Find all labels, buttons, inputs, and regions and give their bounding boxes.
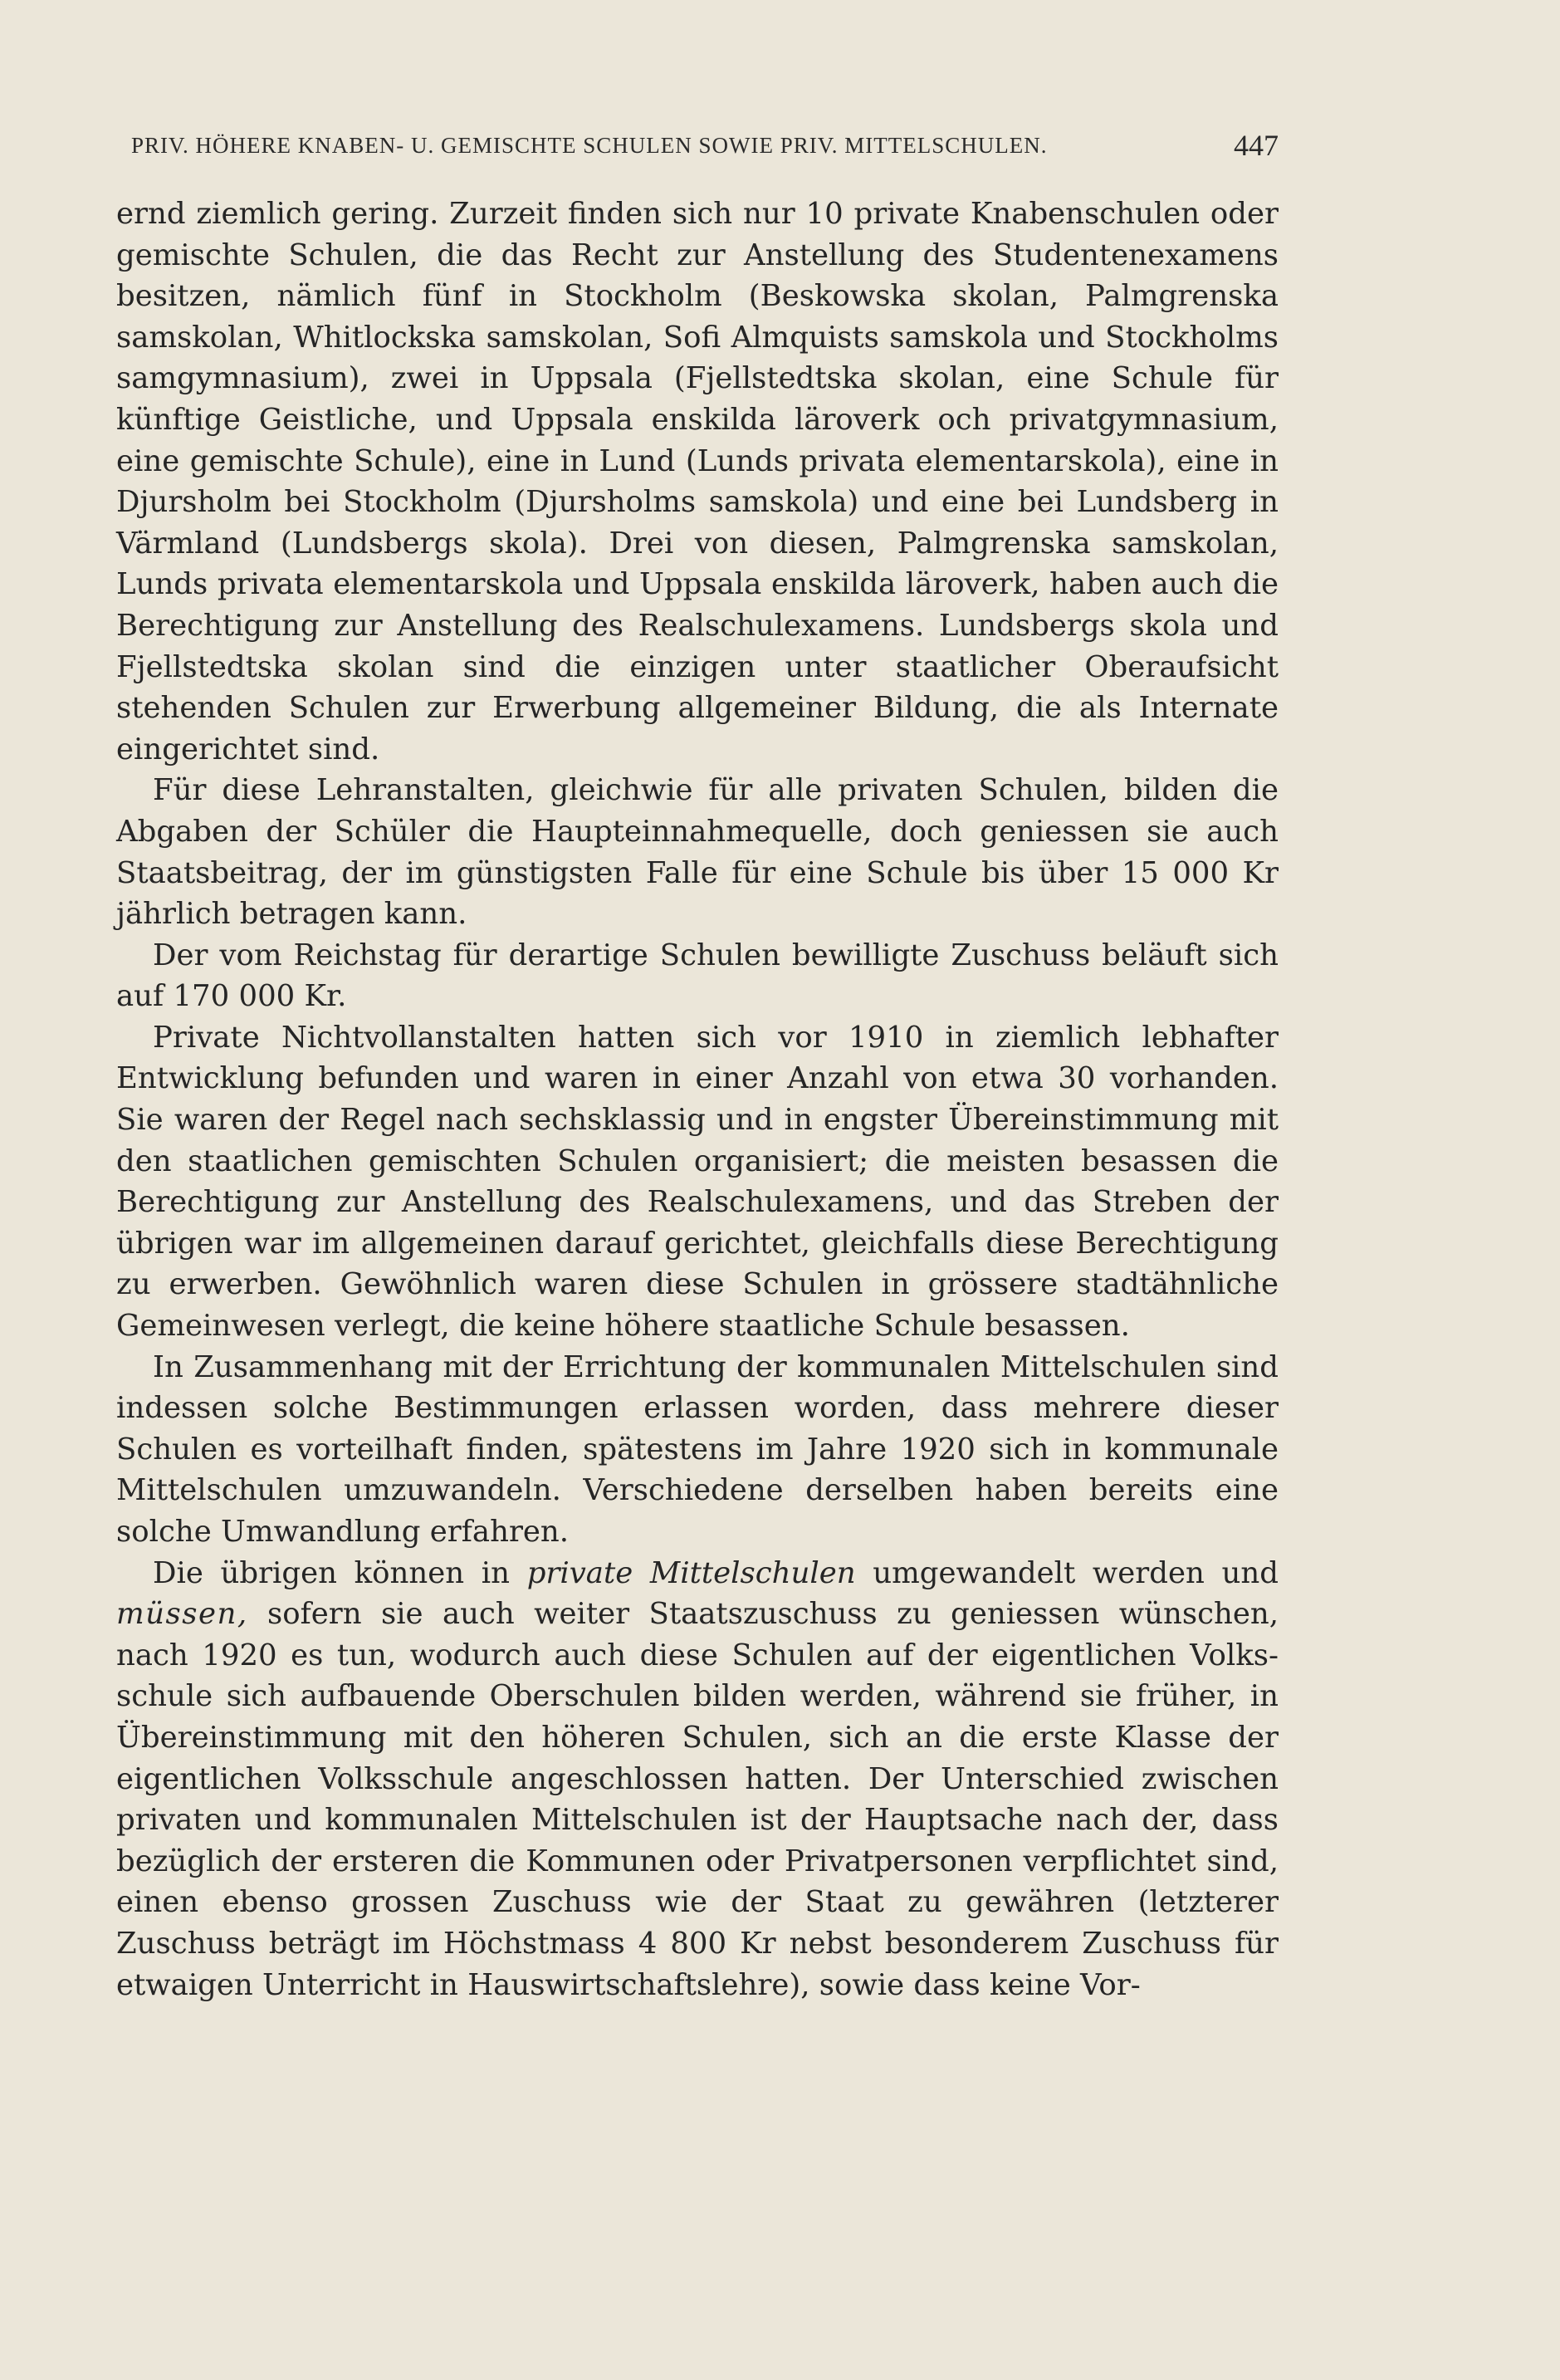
- page-number: 447: [1234, 129, 1279, 162]
- paragraph-last: [116, 1553, 1279, 2006]
- paragraph: Der vom Reichstag für derartige Schulen bewilligte Zuschuss beläuft sich auf 170 000 Kr.: [116, 938, 1279, 1014]
- text-run: sofern sie auch weiter Staatszuschuss zu geniessen wünschen, nach 1920 es tun, wodurch auch diese Schulen auf der eigentlichen Volksschule sich aufbauende Oberschulen bilden werden, während sie früher, in Übereinstimmung mit den höheren Schulen, sich an die erste Klasse der eigentlichen Volksschule angeschlossen hatten. Der Unterschied zwischen privaten und kommunalen Mittelschulen ist der Hauptsache nach der, dass bezüglich der ersteren die Kommunen oder Privatpersonen verpflichtet sind, einen ebenso grossen Zuschuss wie der Staat zu gewähren (letzterer Zuschuss beträgt im Höchstmass 4 800 Kr nebst besonderem Zuschuss für etwaigen Unterricht in Hauswirtschaftslehre), sowie dass keine Vor-: [116, 1597, 1279, 2002]
- text-run: Die übrigen können in: [153, 1555, 527, 1590]
- running-title: PRIV. HÖHERE KNABEN- U. GEMISCHTE SCHULEN SOWIE PRIV. MITTELSCHULEN.: [131, 133, 1048, 158]
- paragraph: ernd ziemlich gering. Zurzeit finden sich nur 10 private Knabenschulen oder gemischte Schulen, die das Recht zur Anstellung des Studentenexamens besitzen, nämlich fünf in Stockholm (Beskowska skolan, Palmgrenska samskolan, Whitlockska samskolan, Sofi Almquists samskola und Stockholms samgymnasium), zwei in Uppsala (Fjellstedtska skolan, eine Schule für künftige Geistliche, und Uppsala enskilda läroverk och privatgymnasium, eine gemischte Schule), eine in Lund (Lunds privata elementarskola), eine in Djursholm bei Stockholm (Djursholms samskola) und eine bei Lundsberg in Värmland (Lundsbergs skola). Drei von diesen, Palmgrenska samskolan, Lunds privata elementarskola und Uppsala enskilda läroverk, haben auch die Berechtigung zur Anstellung des Realschulexamens. Lundsbergs skola und Fjellstedtska skolan sind die einzigen unter staatlicher Oberaufsicht stehenden Schulen zur Erwerbung allgemeiner Bildung, die als Internate eingerichtet sind.: [116, 197, 1279, 766]
- text-run: umgewandelt werden und: [855, 1555, 1279, 1590]
- italic-term: private Mittelschulen: [526, 1555, 856, 1590]
- paragraph: In Zusammenhang mit der Errichtung der kommunalen Mittelschulen sind indessen solche Bestimmungen erlassen worden, dass mehrere dieser Schulen es vorteilhaft finden, spätestens im Jahre 1920 sich in kommunale Mittelschulen umzuwandeln. Verschiedene derselben haben bereits eine solche Umwandlung erfahren.: [116, 1349, 1279, 1549]
- running-header: [131, 129, 1279, 169]
- paragraph: Private Nichtvollanstalten hatten sich vor 1910 in ziemlich lebhafter Entwicklung befunden und waren in einer Anzahl von etwa 30 vorhanden. Sie waren der Regel nach sechsklassig und in engster Übereinstimmung mit den staatlichen gemischten Schulen organisiert; die meisten besassen die Berechtigung zur Anstellung des Realschulexamens, und das Streben der übrigen war im allgemeinen darauf gerichtet, gleichfalls diese Berechtigung zu erwerben. Gewöhnlich waren diese Schulen in grössere stadtähnliche Gemeinwesen verlegt, die keine höhere staatliche Schule besassen.: [116, 1020, 1279, 1344]
- body-text: [116, 193, 1279, 2005]
- emphasis-term: müssen,: [116, 1597, 248, 1632]
- paragraph: Für diese Lehranstalten, gleichwie für alle privaten Schulen, bilden die Abgaben der Schüler die Haupteinnahmequelle, doch geniessen sie auch Staatsbeitrag, der im günstigsten Falle für eine Schule bis über 15 000 Kr jährlich betragen kann.: [116, 773, 1279, 932]
